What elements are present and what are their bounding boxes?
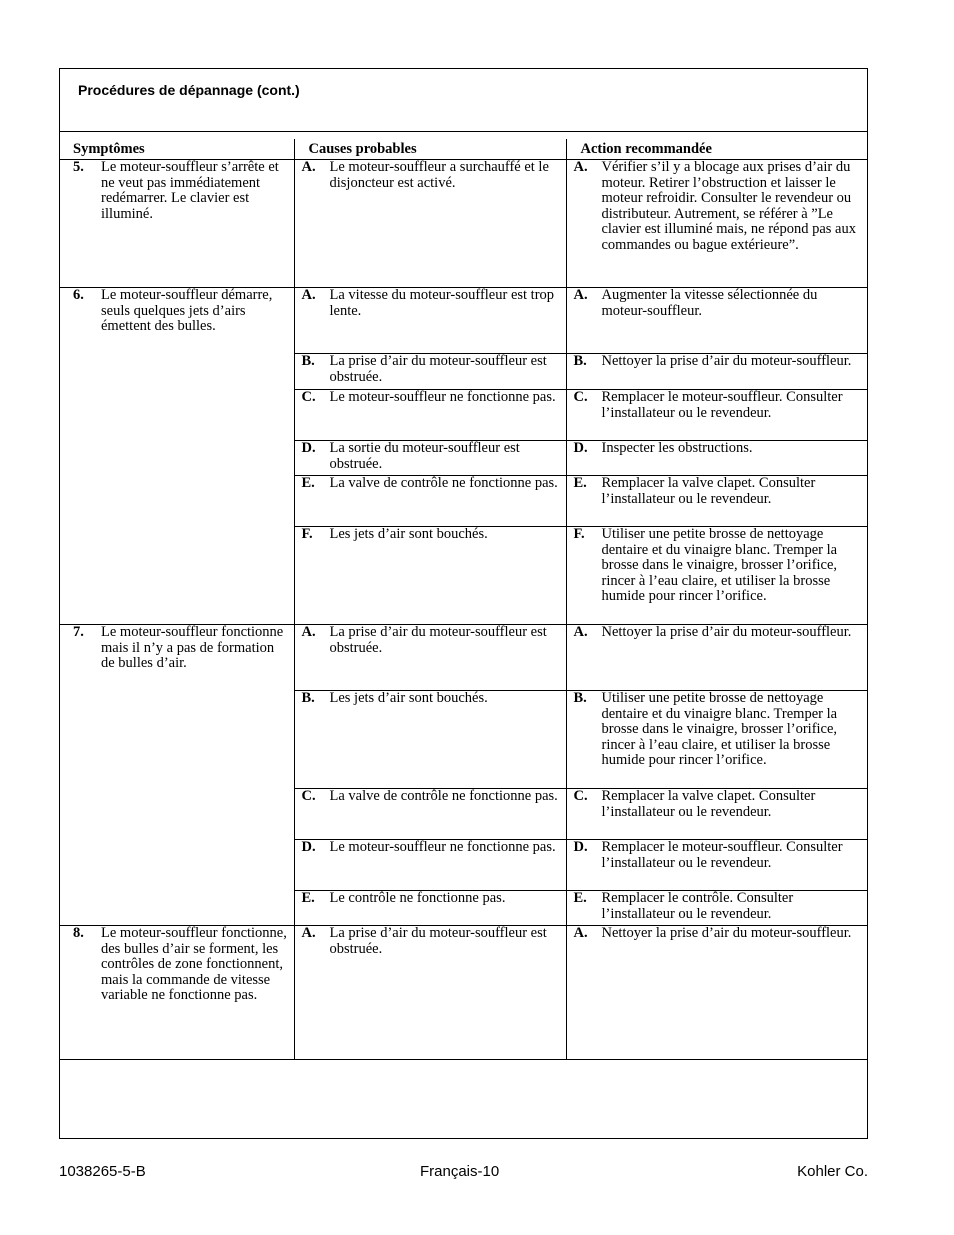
action-label: E. (573, 475, 587, 491)
symptom-item (73, 288, 288, 335)
action-item (574, 527, 863, 605)
cause-text: Le moteur-souffleur ne fonctionne pas. (329, 839, 556, 855)
cause-item (302, 354, 560, 385)
action-cell (566, 354, 868, 390)
cause-text: Le moteur-souffleur ne fonctionne pas. (329, 389, 556, 405)
cause-text: La prise d’air du moteur-souffleur est obstruée. (329, 925, 547, 957)
action-text: Utiliser une petite brosse de nettoyage dentaire et du vinaigre blanc. Tremper la brosse dans le vinaigre, brosser l’orifice, rincer à l’eau claire, et utiliser la brosse humide pour rincer l’orifice. (601, 526, 838, 605)
cause-label: A. (301, 624, 316, 640)
action-text: Remplacer la valve clapet. Consulter l’installateur ou le revendeur. (601, 788, 816, 820)
action-text: Inspecter les obstructions. (601, 440, 753, 456)
action-label: A. (573, 159, 588, 175)
action-cell (566, 891, 868, 926)
cause-item (302, 840, 560, 856)
action-cell (566, 789, 868, 840)
troubleshooting-table (59, 139, 868, 1060)
cause-text: Les jets d’air sont bouchés. (329, 690, 488, 706)
cause-text: La prise d’air du moteur-souffleur est obstruée. (329, 353, 547, 385)
cause-item (302, 891, 560, 907)
cause-cell (294, 441, 566, 476)
action-text: Vérifier s’il y a blocage aux prises d’air du moteur. Retirer l’obstruction et laisser le moteur refroidir. Consulter le revendeur ou distributeur. Autrement, se référer à ”Le clavier est illuminé mais, ne répond pas aux commandes ou bague extérieure”. (601, 159, 856, 253)
cause-text: La valve de contrôle ne fonctionne pas. (329, 788, 558, 804)
cause-cell (294, 926, 566, 1060)
action-text: Nettoyer la prise d’air du moteur-souffleur. (601, 624, 852, 640)
action-label: B. (573, 690, 587, 706)
symptom-number: 7. (73, 624, 84, 640)
action-cell (566, 625, 868, 691)
action-label: A. (573, 624, 588, 640)
action-item (574, 789, 863, 820)
cause-cell (294, 288, 566, 354)
table-header-row (59, 139, 868, 160)
action-cell (566, 926, 868, 1060)
symptom-item (73, 926, 288, 1004)
cause-label: C. (301, 389, 316, 405)
action-item (574, 354, 863, 370)
action-label: F. (573, 526, 585, 542)
cause-item (302, 476, 560, 492)
action-cell (566, 160, 868, 288)
cause-label: A. (301, 159, 316, 175)
document-number: 1038265-5-B (59, 1163, 146, 1180)
cause-item (302, 926, 560, 957)
action-cell (566, 527, 868, 625)
action-text: Remplacer le contrôle. Consulter l’installateur ou le revendeur. (601, 890, 794, 922)
symptom-cell (59, 288, 294, 625)
action-item (574, 840, 863, 871)
action-label: A. (573, 287, 588, 303)
action-item (574, 476, 863, 507)
action-label: A. (573, 925, 588, 941)
cause-label: D. (301, 440, 316, 456)
cause-item (302, 390, 560, 406)
cause-item (302, 160, 560, 191)
table-row (59, 160, 868, 288)
section-title: Procédures de dépannage (cont.) (78, 82, 300, 98)
action-cell (566, 390, 868, 441)
symptom-number: 6. (73, 287, 84, 303)
action-label: C. (573, 788, 588, 804)
title-divider (59, 131, 868, 132)
action-item (574, 926, 863, 942)
symptom-item (73, 160, 288, 222)
cause-label: B. (301, 690, 315, 706)
action-text: Remplacer le moteur-souffleur. Consulter l’installateur ou le revendeur. (601, 839, 843, 871)
cause-label: F. (301, 526, 313, 542)
action-item (574, 441, 863, 457)
cause-item (302, 288, 560, 319)
symptom-cell (59, 926, 294, 1060)
action-item (574, 160, 863, 254)
header-actions: Action recommandée (566, 139, 868, 160)
cause-cell (294, 691, 566, 789)
action-item (574, 691, 863, 769)
table-row (59, 926, 868, 1060)
cause-cell (294, 354, 566, 390)
action-text: Augmenter la vitesse sélectionnée du moteur-souffleur. (601, 287, 818, 319)
company-name: Kohler Co. (797, 1163, 868, 1180)
cause-label: E. (301, 890, 315, 906)
cause-text: La valve de contrôle ne fonctionne pas. (329, 475, 558, 491)
symptom-number: 5. (73, 159, 84, 175)
cause-cell (294, 527, 566, 625)
symptom-text: Le moteur-souffleur fonctionne, des bulles d’air se forment, les contrôles de zone fonctionnent, mais la commande de vitesse variable ne fonctionne pas. (101, 925, 287, 1004)
symptom-text: Le moteur-souffleur s’arrête et ne veut pas immédiatement redémarrer. Le clavier est illuminé. (101, 159, 279, 222)
cause-text: La vitesse du moteur-souffleur est trop lente. (329, 287, 555, 319)
symptom-number: 8. (73, 925, 84, 941)
cause-item (302, 527, 560, 543)
action-label: D. (573, 440, 588, 456)
action-cell (566, 840, 868, 891)
action-text: Nettoyer la prise d’air du moteur-souffleur. (601, 353, 852, 369)
action-text: Remplacer la valve clapet. Consulter l’installateur ou le revendeur. (601, 475, 816, 507)
action-cell (566, 288, 868, 354)
cause-cell (294, 891, 566, 926)
header-symptoms: Symptômes (59, 139, 294, 160)
action-cell (566, 441, 868, 476)
cause-item (302, 441, 560, 472)
action-cell (566, 691, 868, 789)
table-row (59, 288, 868, 354)
cause-text: Les jets d’air sont bouchés. (329, 526, 488, 542)
cause-label: D. (301, 839, 316, 855)
action-text: Nettoyer la prise d’air du moteur-souffleur. (601, 925, 852, 941)
action-item (574, 288, 863, 319)
cause-cell (294, 625, 566, 691)
cause-text: La sortie du moteur-souffleur est obstruée. (329, 440, 520, 472)
symptom-text: Le moteur-souffleur fonctionne mais il n’y a pas de formation de bulles d’air. (101, 624, 284, 672)
action-label: B. (573, 353, 587, 369)
action-label: D. (573, 839, 588, 855)
symptom-cell (59, 625, 294, 926)
cause-item (302, 789, 560, 805)
symptom-cell (59, 160, 294, 288)
cause-text: Le contrôle ne fonctionne pas. (329, 890, 506, 906)
page-number: Français-10 (420, 1163, 500, 1180)
action-item (574, 390, 863, 421)
cause-text: Le moteur-souffleur a surchauffé et le disjoncteur est activé. (329, 159, 549, 191)
cause-label: A. (301, 287, 316, 303)
cause-cell (294, 840, 566, 891)
table-row (59, 625, 868, 691)
action-cell (566, 476, 868, 527)
action-label: E. (573, 890, 587, 906)
action-item (574, 625, 863, 641)
action-text: Utiliser une petite brosse de nettoyage dentaire et du vinaigre blanc. Tremper la brosse dans le vinaigre, brosser l’orifice, rincer à l’eau claire, et utiliser la brosse humide pour rincer l’orifice. (601, 690, 838, 769)
cause-label: C. (301, 788, 316, 804)
cause-label: B. (301, 353, 315, 369)
symptom-item (73, 625, 288, 672)
action-item (574, 891, 863, 922)
action-label: C. (573, 389, 588, 405)
cause-cell (294, 476, 566, 527)
header-causes: Causes probables (294, 139, 566, 160)
symptom-text: Le moteur-souffleur démarre, seuls quelques jets d’airs émettent des bulles. (101, 287, 273, 335)
cause-cell (294, 160, 566, 288)
cause-item (302, 625, 560, 656)
cause-cell (294, 789, 566, 840)
cause-label: A. (301, 925, 316, 941)
cause-item (302, 691, 560, 707)
table-body (59, 160, 868, 1060)
cause-label: E. (301, 475, 315, 491)
action-text: Remplacer le moteur-souffleur. Consulter l’installateur ou le revendeur. (601, 389, 843, 421)
cause-cell (294, 390, 566, 441)
cause-text: La prise d’air du moteur-souffleur est obstruée. (329, 624, 547, 656)
